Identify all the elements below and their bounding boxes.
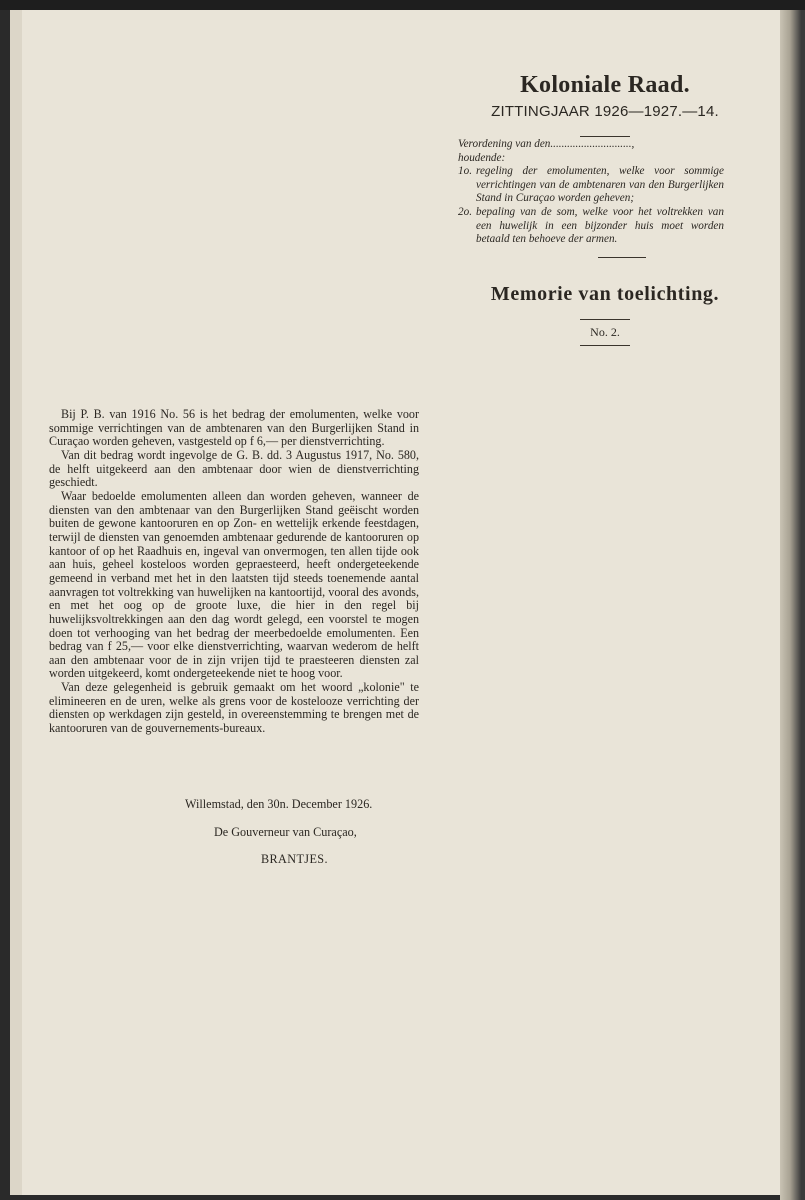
ordinance-summary bbox=[458, 138, 724, 258]
memo-number: No. 2. bbox=[590, 325, 620, 339]
memo-number-block bbox=[555, 319, 655, 346]
signature-place-date: Willemstad, den 30n. December 1926. bbox=[185, 797, 373, 811]
ordinance-item-number: 1o. bbox=[458, 165, 472, 178]
ordinance-item-text: regeling der emolumenten, welke voor sommige verrichtingen van de ambtenaren van den Burgerlijken Stand in Curaçao worden geheven; bbox=[476, 165, 724, 205]
council-title: Koloniale Raad. bbox=[520, 72, 690, 98]
memo-rule-bottom bbox=[580, 345, 630, 346]
body-paragraph: Van dit bedrag wordt ingevolge de G. B. dd. 3 Augustus 1917, No. 580, de helft uitgekeerd aan den ambtenaar door wien de dienstverrichting geschiedt. bbox=[49, 447, 419, 490]
ordinance-item bbox=[458, 165, 724, 206]
body-paragraph: Van deze gelegenheid is gebruik gemaakt om het woord „kolonie" te elimineeren en de uren, welke als grens voor de kostelooze verrichting der diensten op werkdagen zijn gesteld, in overeenstemming te brengen met de kantooruren van de gouvernements-bureaux. bbox=[49, 680, 419, 736]
memo-title: Memorie van toelichting. bbox=[490, 283, 720, 305]
memo-rule-top bbox=[580, 319, 630, 320]
body-paragraph: Waar bedoelde emolumenten alleen dan worden geheven, wanneer de diensten van den ambtenaar van den Burgerlijken Stand geëischt worden buiten de gewone kantooruren en op Zon- en wettelijk erkende feestdagen, terwijl de diensten van genoemden ambtenaar gedurende de kantooruren op kantoor of op het Raadhuis en, ingeval van onvermogen, ten allen tijde ook aan huis, geheel kosteloos worden gepraesteerd, heeft ondergeteekende gemeend in verband met het in den laatsten tijd steeds toenemende aantal aanvragen tot voltrekking van huwelijken na kantoortijd, vooral des avonds, en met het oog op de groote luxe, die hier in den regel bij huwelijksvoltrekkingen aan den dag wordt gelegd, een voorstel te mogen doen tot verhooging van het bedrag der meerbedoelde emolumenten. Een bedrag van f 25,— voor elke dienstverrichting, waarvan wederom de helft aan den ambtenaar voor de in zijn vrijen tijd te praesteeren diensten zal worden uitgekeerd, komt ondergeteekende niet te hoog voor. bbox=[49, 488, 419, 681]
body-paragraph: Bij P. B. van 1916 No. 56 is het bedrag der emolumenten, welke voor sommige verrichtingen van de ambtenaren van den Burgerlijken Stand in Curaçao worden geheven, vastgesteld op f 6,— per dienstverrichting. bbox=[49, 407, 419, 449]
header-rule bbox=[580, 136, 630, 137]
signature-governor-title: De Gouverneur van Curaçao, bbox=[214, 825, 357, 839]
ordinance-item-number: 2o. bbox=[458, 205, 472, 218]
ordinance-line-1: Verordening van den............................., bbox=[458, 138, 635, 150]
session-year: ZITTINGJAAR 1926—1927.—14. bbox=[491, 103, 719, 120]
document-header bbox=[440, 72, 770, 137]
page-binding-edge bbox=[10, 10, 22, 1195]
ordinance-item-text: bepaling van de som, welke voor het voltrekken van een huwelijk in een bijzonder huis moet worden betaald ten behoeve der armen. bbox=[476, 205, 724, 246]
ordinance-rule bbox=[598, 257, 646, 258]
scan-right-edge bbox=[780, 10, 805, 1200]
memo-body bbox=[49, 408, 419, 736]
ordinance-item bbox=[458, 206, 724, 247]
signature-name: BRANTJES. bbox=[261, 852, 328, 866]
scan-top-border bbox=[0, 0, 805, 10]
ordinance-line-2: houdende: bbox=[458, 151, 506, 164]
